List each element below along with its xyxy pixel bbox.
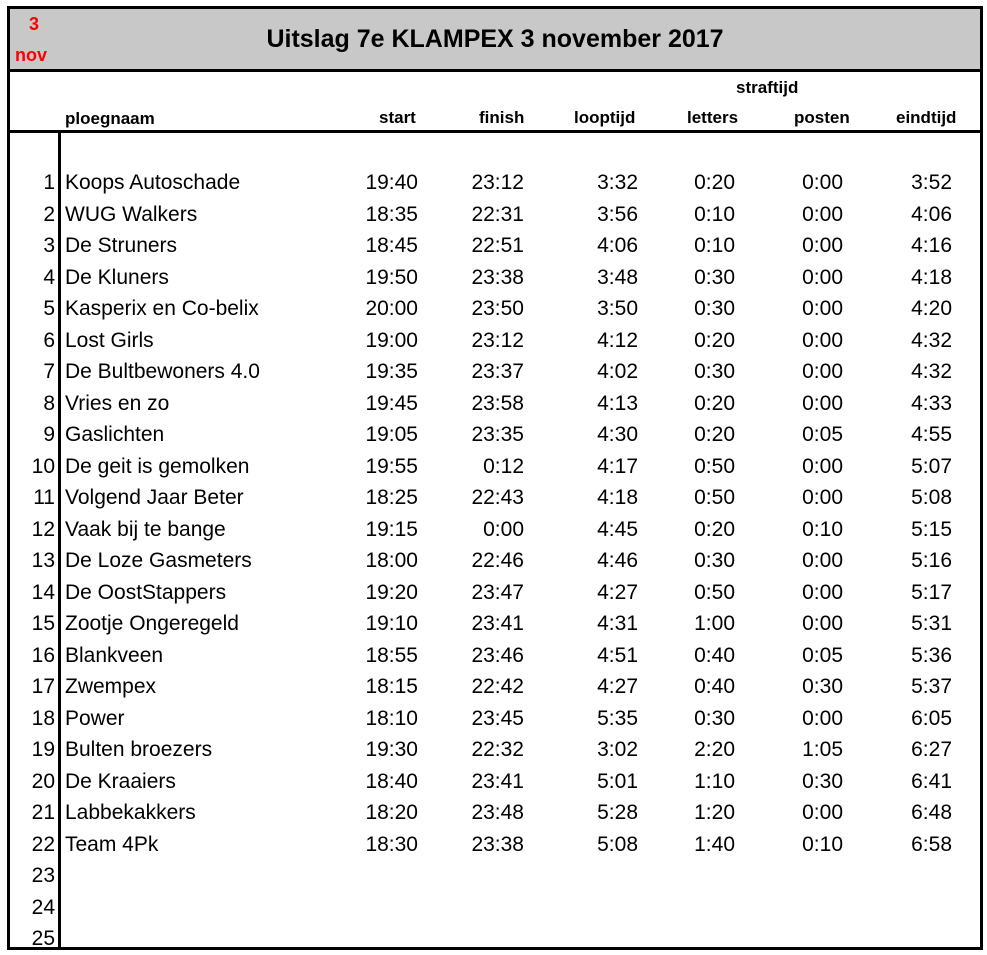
letters-penalty: 1:20 [694,801,735,824]
rank-cell: 18 [31,706,55,730]
title-bar [10,9,980,72]
looptijd-value: 4:02 [597,360,638,383]
table-row [10,325,980,356]
rank-cell: 9 [43,423,55,446]
posten-penalty: 0:00 [802,549,843,572]
table-row [10,923,980,954]
letters-penalty: 1:00 [694,612,735,635]
header-straftijd: straftijd [736,78,799,97]
eindtijd-value: 4:33 [911,391,952,415]
finish-time: 22:32 [471,738,524,761]
posten-penalty: 0:00 [802,486,843,509]
looptijd-value: 4:06 [597,234,638,257]
finish-time: 22:31 [471,202,524,226]
eindtijd-value: 3:52 [911,171,952,194]
posten-penalty: 0:00 [802,265,843,289]
table-row [10,167,980,198]
rank-cell: 21 [31,801,55,824]
posten-penalty: 0:00 [802,360,843,383]
eindtijd-value: 6:58 [911,832,952,856]
team-name: Vaak bij te bange [65,517,226,541]
eindtijd-value: 4:18 [911,265,952,289]
rank-cell: 19 [31,738,55,761]
looptijd-value: 3:50 [597,297,638,320]
header-posten: posten [794,108,850,127]
posten-penalty: 1:05 [802,738,843,761]
start-time: 19:05 [365,423,418,446]
table-row [10,262,980,293]
team-name: Lost Girls [65,328,154,352]
date-month: nov [14,45,47,65]
team-name: De Kraaiers [65,769,176,793]
letters-penalty: 0:30 [694,297,735,320]
finish-time: 22:42 [471,675,524,698]
team-name: Labbekakkers [65,801,196,824]
finish-time: 23:37 [471,360,524,383]
looptijd-value: 5:35 [597,706,638,730]
rank-cell: 25 [31,927,55,950]
team-name: Gaslichten [65,423,165,446]
table-row [10,356,980,387]
eindtijd-value: 4:16 [911,234,952,257]
looptijd-value: 3:02 [597,738,638,761]
start-time: 19:40 [365,171,418,194]
eindtijd-value: 4:06 [911,202,952,226]
letters-penalty: 0:30 [694,265,735,289]
table-row [10,482,980,513]
team-name: De geit is gemolken [65,454,250,478]
posten-penalty: 0:05 [802,643,843,667]
team-name: WUG Walkers [65,202,198,226]
team-name: Power [65,706,125,730]
start-time: 18:00 [365,549,418,572]
start-time: 20:00 [365,297,418,320]
start-time: 18:10 [365,706,418,730]
rank-cell: 23 [31,864,55,887]
posten-penalty: 0:00 [802,454,843,478]
posten-penalty: 0:00 [802,612,843,635]
finish-time: 23:50 [471,297,524,320]
header-start: start [379,108,416,127]
letters-penalty: 0:40 [694,643,735,667]
team-name: Blankveen [65,643,164,667]
looptijd-value: 4:51 [597,643,638,667]
start-time: 19:00 [365,328,418,352]
letters-penalty: 0:30 [694,360,735,383]
start-time: 19:30 [365,738,418,761]
table-row [10,703,980,734]
rank-cell: 6 [43,328,55,352]
start-time: 19:10 [365,612,418,635]
eindtijd-value: 4:32 [911,328,952,352]
team-name: Vries en zo [65,391,170,415]
table-row [10,797,980,828]
start-time: 18:15 [365,675,418,698]
looptijd-value: 4:27 [597,675,638,698]
letters-penalty: 1:10 [694,769,735,793]
rank-cell: 24 [31,895,55,919]
looptijd-value: 4:46 [597,549,638,572]
rank-cell: 1 [43,171,55,194]
table-row [10,608,980,639]
posten-penalty: 0:00 [802,391,843,415]
team-name: Bulten broezers [65,738,213,761]
eindtijd-value: 6:41 [911,769,952,793]
table-row [10,199,980,230]
finish-time: 22:46 [471,549,524,572]
posten-penalty: 0:05 [802,423,843,446]
rank-cell: 2 [43,202,55,226]
eindtijd-value: 5:36 [911,643,952,667]
eindtijd-value: 4:32 [911,360,952,383]
letters-penalty: 0:30 [694,549,735,572]
eindtijd-value: 5:15 [911,517,952,541]
team-name: Team 4Pk [65,832,159,856]
eindtijd-value: 5:37 [911,675,952,698]
header-eindtijd: eindtijd [896,108,957,127]
looptijd-value: 5:28 [597,801,638,824]
rank-cell: 20 [31,769,55,793]
finish-time: 23:48 [471,801,524,824]
rank-cell: 15 [31,612,55,635]
team-name: Koops Autoschade [65,171,241,194]
finish-time: 23:45 [471,706,524,730]
results-sheet [7,6,983,950]
letters-penalty: 0:20 [694,171,735,194]
rank-cell: 22 [31,832,55,856]
posten-penalty: 0:00 [802,328,843,352]
letters-penalty: 0:20 [694,328,735,352]
table-row [10,293,980,324]
eindtijd-value: 6:27 [911,738,952,761]
looptijd-value: 4:12 [597,328,638,352]
rank-cell: 10 [31,454,55,478]
page-title: Uitslag 7e KLAMPEX 3 november 2017 [266,25,724,53]
team-name: De Loze Gasmeters [65,549,252,572]
looptijd-value: 5:01 [597,769,638,793]
letters-penalty: 0:50 [694,454,735,478]
finish-time: 23:58 [471,391,524,415]
start-time: 19:55 [365,454,418,478]
table-row [10,640,980,671]
looptijd-value: 4:30 [597,423,638,446]
finish-time: 23:38 [471,832,524,856]
table-row [10,545,980,576]
letters-penalty: 0:50 [694,486,735,509]
letters-penalty: 0:10 [694,234,735,257]
letters-penalty: 0:10 [694,202,735,226]
eindtijd-value: 5:07 [911,454,952,478]
start-time: 19:20 [365,580,418,604]
team-name: De OostStappers [65,580,227,604]
start-time: 18:30 [365,832,418,856]
posten-penalty: 0:00 [802,706,843,730]
eindtijd-value: 5:08 [911,486,952,509]
rank-cell: 12 [31,517,55,541]
rank-cell: 17 [31,675,55,698]
start-time: 19:45 [365,391,418,415]
rank-cell: 14 [31,580,55,604]
team-name: De Bultbewoners 4.0 [65,360,260,383]
finish-time: 22:43 [471,486,524,509]
rank-cell: 4 [43,265,55,289]
letters-penalty: 0:40 [694,675,735,698]
table-row [10,419,980,450]
posten-penalty: 0:00 [802,202,843,226]
finish-time: 23:46 [471,643,524,667]
eindtijd-value: 5:31 [911,612,952,635]
looptijd-value: 4:31 [597,612,638,635]
table-row [10,514,980,545]
table-row [10,671,980,702]
header-finish: finish [479,108,525,127]
rank-cell: 5 [43,297,55,320]
rank-cell: 11 [33,486,55,509]
start-time: 18:25 [365,486,418,509]
looptijd-value: 5:08 [597,832,638,856]
eindtijd-value: 6:05 [911,706,952,730]
date-day: 3 [28,14,39,34]
eindtijd-value: 5:16 [911,549,952,572]
looptijd-value: 4:27 [597,580,638,604]
team-name: Zwempex [65,675,157,698]
finish-time: 0:00 [483,517,524,541]
table-row [10,230,980,261]
posten-penalty: 0:00 [802,234,843,257]
rank-cell: 8 [43,391,55,415]
finish-time: 23:38 [471,265,524,289]
header-ploegnaam: ploegnaam [65,109,155,128]
letters-penalty: 0:30 [694,706,735,730]
team-name: De Struners [65,234,178,257]
rank-cell: 7 [43,360,55,383]
start-time: 18:45 [365,234,418,257]
table-row [10,451,980,482]
team-name: Kasperix en Co-belix [65,297,259,320]
letters-penalty: 1:40 [694,832,735,856]
posten-penalty: 0:30 [802,675,843,698]
table-row [10,860,980,891]
table-row [10,734,980,765]
header-letters: letters [687,108,739,127]
posten-penalty: 0:00 [802,297,843,320]
table-row [10,388,980,419]
posten-penalty: 0:10 [802,832,843,856]
start-time: 18:40 [365,769,418,793]
posten-penalty: 0:00 [802,171,843,194]
looptijd-value: 4:13 [597,391,638,415]
team-name: De Kluners [65,265,169,289]
finish-time: 23:47 [471,580,524,604]
looptijd-value: 4:17 [597,454,638,478]
posten-penalty: 0:00 [802,801,843,824]
table-row [10,892,980,923]
finish-time: 23:35 [471,423,524,446]
posten-penalty: 0:10 [802,517,843,541]
start-time: 19:15 [365,517,418,541]
letters-penalty: 0:20 [694,391,735,415]
letters-penalty: 2:20 [694,738,735,761]
finish-time: 22:51 [471,234,524,257]
eindtijd-value: 4:55 [911,423,952,446]
table-row [10,577,980,608]
start-time: 18:35 [365,202,418,226]
letters-penalty: 0:50 [694,580,735,604]
header-divider [10,130,980,133]
posten-penalty: 0:00 [802,580,843,604]
start-time: 18:55 [365,643,418,667]
looptijd-value: 3:32 [597,171,638,194]
finish-time: 23:41 [471,769,524,793]
table-row [10,829,980,860]
letters-penalty: 0:20 [694,517,735,541]
finish-time: 23:41 [471,612,524,635]
looptijd-value: 4:45 [597,517,638,541]
posten-penalty: 0:30 [802,769,843,793]
team-name: Volgend Jaar Beter [65,486,244,509]
finish-time: 0:12 [483,454,524,478]
finish-time: 23:12 [471,171,524,194]
table-row [10,766,980,797]
header-looptijd: looptijd [574,108,636,127]
start-time: 19:35 [365,360,418,383]
eindtijd-value: 4:20 [911,297,952,320]
letters-penalty: 0:20 [694,423,735,446]
looptijd-value: 3:48 [597,265,638,289]
eindtijd-value: 6:48 [911,801,952,824]
rank-cell: 3 [43,234,55,257]
finish-time: 23:12 [471,328,524,352]
rank-cell: 16 [31,643,55,667]
looptijd-value: 4:18 [597,486,638,509]
start-time: 18:20 [365,801,418,824]
team-name: Zootje Ongeregeld [65,612,239,635]
start-time: 19:50 [365,265,418,289]
rank-cell: 13 [31,549,55,572]
looptijd-value: 3:56 [597,202,638,226]
eindtijd-value: 5:17 [911,580,952,604]
